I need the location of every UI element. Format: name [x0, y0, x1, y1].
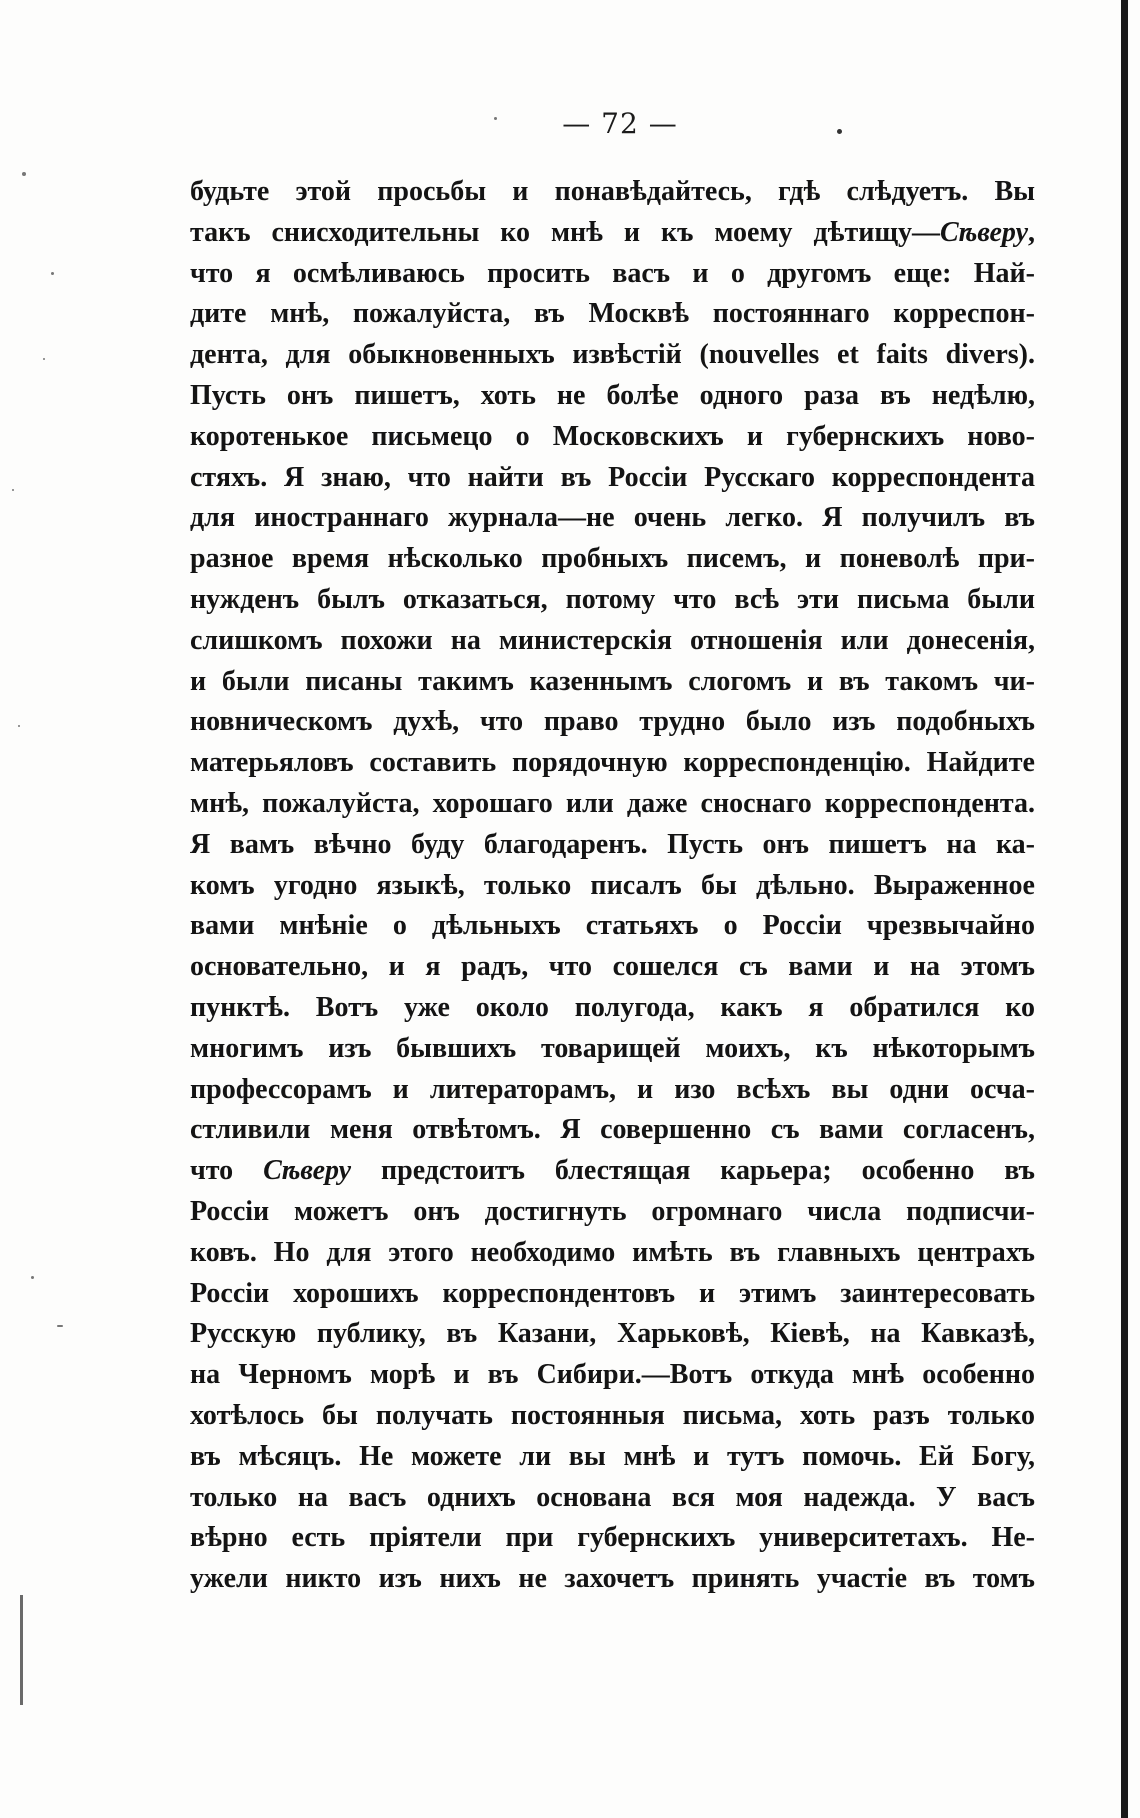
print-speck	[18, 725, 20, 727]
text-line: что Сѣверу предстоитъ блестящая карьера; особенно въ	[190, 1155, 1035, 1187]
text-line: стяхъ. Я знаю, что найти въ Россіи Русскаго корреспондента	[190, 461, 1035, 493]
text-line: профессорамъ и литераторамъ, и изо всѣхъ вы одни осча-	[190, 1073, 1035, 1105]
text-line: комъ угодно языкѣ, только писалъ бы дѣльно. Выраженное	[190, 869, 1035, 901]
text-line: многимъ изъ бывшихъ товарищей моихъ, къ нѣкоторымъ	[190, 1032, 1035, 1064]
text-line: для иностраннаго журнала—не очень легко. Я получилъ въ	[190, 502, 1035, 534]
text-line: дите мнѣ, пожалуйста, въ Москвѣ постояннаго корреспон-	[190, 298, 1035, 330]
text-line: на Черномъ морѣ и въ Сибири.—Вотъ откуда мнѣ особенно	[190, 1359, 1035, 1391]
page-number: — 72 —	[562, 107, 678, 140]
letter-body-text	[190, 172, 1035, 1600]
text-line: будьте этой просьбы и понавѣдайтесь, гдѣ слѣдуетъ. Вы	[190, 176, 1035, 207]
text-line: коротенькое письмецо о Московскихъ и губернскихъ ново-	[190, 420, 1035, 452]
emphasis-periodical-title: Сѣверу	[939, 216, 1028, 248]
print-speck	[43, 358, 45, 360]
print-speck	[494, 117, 497, 120]
print-speck	[12, 489, 14, 491]
text-line: слишкомъ похожи на министерскія отношенія или донесенія,	[190, 624, 1035, 656]
binding-edge-mark	[20, 1595, 23, 1705]
text-line: вѣрно есть пріятели при губернскихъ университетахъ. Не-	[190, 1522, 1035, 1554]
text-line: нужденъ былъ отказаться, потому что всѣ эти письма были	[190, 583, 1035, 615]
text-line: ковъ. Но для этого необходимо имѣть въ главныхъ центрахъ	[190, 1236, 1035, 1268]
text-line: Россіи хорошихъ корреспондентовъ и этимъ заинтересовать	[190, 1277, 1035, 1309]
page-edge-shadow	[1121, 0, 1128, 1818]
print-speck	[31, 1276, 34, 1279]
text-line: ужели никто изъ нихъ не захочетъ принять участіе въ томъ	[190, 1563, 1035, 1595]
text-line: Россіи можетъ онъ достигнуть огромнаго числа подписчи-	[190, 1195, 1035, 1227]
text-line: разное время нѣсколько пробныхъ писемъ, и поневолѣ при-	[190, 543, 1035, 575]
text-line: мнѣ, пожалуйста, хорошаго или даже сноснаго корреспондента.	[190, 787, 1035, 819]
print-speck	[837, 129, 842, 134]
emphasis-periodical-title: Сѣверу	[263, 1155, 352, 1187]
text-line: основательно, и я радъ, что сошелся съ вами и на этомъ	[190, 951, 1035, 983]
text-line: Я вамъ вѣчно буду благодаренъ. Пусть онъ пишетъ на ка-	[190, 828, 1035, 860]
print-speck	[22, 172, 26, 176]
text-line: пунктѣ. Вотъ уже около полугода, какъ я обратился ко	[190, 991, 1035, 1023]
text-line: хотѣлось бы получать постоянныя письма, хоть разъ только	[190, 1399, 1035, 1431]
text-line: стливили меня отвѣтомъ. Я совершенно съ вами согласенъ,	[190, 1114, 1035, 1146]
text-line: вами мнѣніе о дѣльныхъ статьяхъ о Россіи чрезвычайно	[190, 910, 1035, 942]
text-line: дента, для обыкновенныхъ извѣстій (nouvelles et faits divers).	[190, 339, 1035, 371]
text-line: Русскую публику, въ Казани, Харьковѣ, Кіевѣ, на Кавказѣ,	[190, 1318, 1035, 1350]
print-speck	[57, 1325, 63, 1327]
text-line: въ мѣсяцъ. Не можете ли вы мнѣ и тутъ помочь. Ей Богу,	[190, 1440, 1035, 1472]
print-speck	[51, 272, 54, 275]
text-line: Пусть онъ пишетъ, хоть не болѣе одного раза въ недѣлю,	[190, 379, 1035, 411]
text-line: матерьяловъ составить порядочную корреспонденцію. Найдите	[190, 747, 1035, 779]
text-line: и были писаны такимъ казеннымъ слогомъ и въ такомъ чи-	[190, 665, 1035, 697]
text-line: новническомъ духѣ, что право трудно было изъ подобныхъ	[190, 706, 1035, 738]
text-line: только на васъ однихъ основана вся моя надежда. У васъ	[190, 1481, 1035, 1513]
text-line: что я осмѣливаюсь просить васъ и о другомъ еще: Най-	[190, 257, 1035, 289]
text-line: такъ снисходительны ко мнѣ и къ моему дѣтищу—Сѣверу,	[190, 216, 1035, 248]
